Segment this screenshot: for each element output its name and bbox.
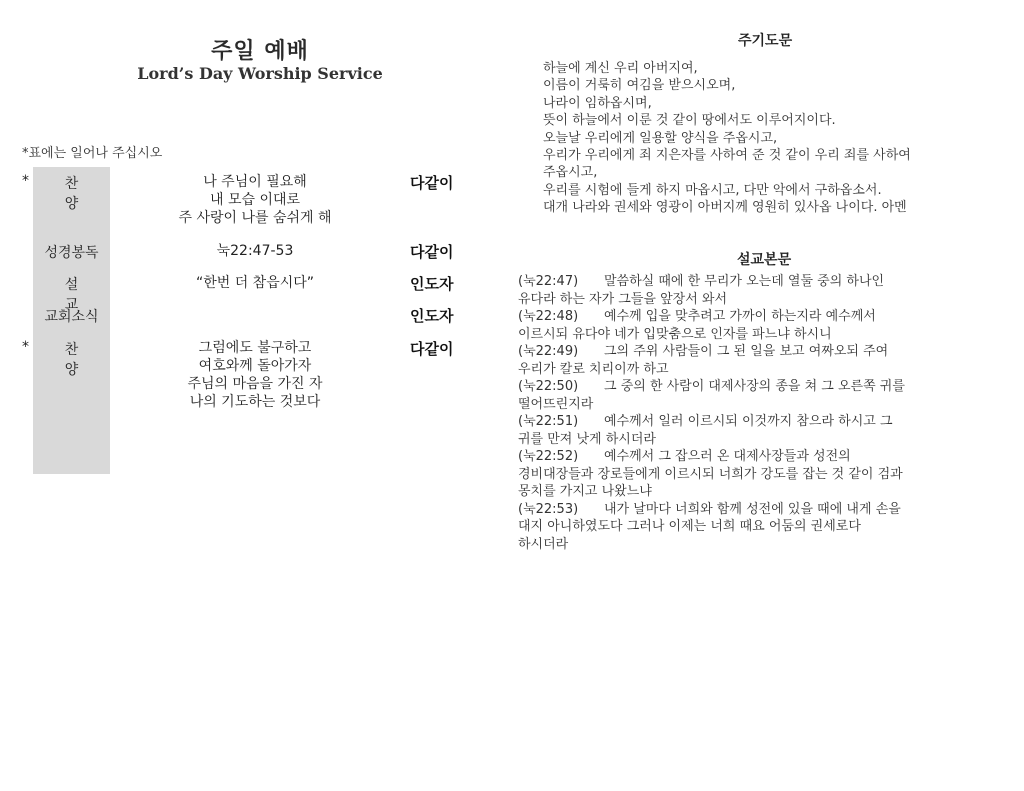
hymn-title: 주 사랑이 나를 숨쉬게 해: [178, 210, 332, 226]
standing-note: *표에는 일어나 주십시오: [22, 146, 163, 161]
verse-text: 내가 날마다 너희와 함께 성전에 있을 때에 내게 손을: [604, 501, 901, 517]
prayer-line: 뜻이 하늘에서 이룬 것 같이 땅에서도 이루어지이다.: [543, 113, 836, 129]
verse-text: 그의 주위 사람들이 그 된 일을 보고 여짜오되 주여: [604, 344, 889, 359]
order-leader: 인도자: [410, 307, 454, 325]
verse-text: 유다라 하는 자가 그들을 앞장서 와서: [518, 291, 728, 307]
verse: [518, 378, 988, 413]
prayer-line: 오늘날 우리에게 일용할 양식을 주옵시고,: [543, 130, 778, 146]
verse-reference: (눅22:48): [518, 309, 579, 324]
prayer-text: [543, 60, 1003, 217]
verse: [518, 273, 988, 308]
order-leader: 다같이: [410, 340, 454, 358]
verse-text: 경비대장들과 장로들에게 이르시되 너희가 강도를 잡는 것 같이 검과: [518, 466, 903, 482]
verse: [518, 448, 988, 501]
prayer-line: 대개 나라와 권세와 영광이 아버지께 영원히 있사옵 나이다. 아멘: [543, 200, 907, 216]
verse-reference: (눅22:52): [518, 449, 579, 464]
verse-reference: (눅22:49): [518, 344, 579, 359]
verse-text: 이르시되 유다야 네가 입맞춤으로 인자를 파느냐 하시니: [518, 326, 832, 342]
prayer-line: 주옵시고,: [543, 165, 598, 181]
hymn-title: 내 모습 이대로: [209, 192, 301, 208]
verse-text: 말씀하실 때에 한 무리가 오는데 열둘 중의 하나인: [604, 274, 885, 289]
prayer-line: 하늘에 계신 우리 아버지여,: [543, 61, 698, 76]
verse-text: 예수께서 일러 이르시되 이것까지 참으라 하시고 그: [604, 414, 893, 429]
order-label: 성경봉독: [44, 245, 99, 261]
verse-reference: (눅22:47): [518, 274, 579, 289]
verse-text: 떨어뜨린지라: [518, 396, 594, 412]
order-label: 찬 양: [64, 342, 101, 378]
verse-text: 예수께 입을 맞추려고 가까이 하는지라 예수께서: [604, 309, 876, 324]
standing-marker: *: [22, 173, 29, 189]
verse-reference: (눅22:51): [518, 414, 579, 429]
page-subtitle: Lord’s Day Worship Service: [137, 64, 383, 83]
standing-marker: *: [22, 339, 29, 355]
prayer-line: 이름이 거룩히 여김을 받으시오며,: [543, 78, 736, 94]
verse: [518, 501, 988, 554]
verse-reference: (눅22:53): [518, 501, 579, 517]
sermon-passage-title: 설교본문: [737, 252, 792, 268]
hymn-title: 나의 기도하는 것보다: [189, 394, 321, 410]
verse-text: 그 중의 한 사람이 대제사장의 종을 쳐 그 오른쪽 귀를: [604, 379, 905, 394]
order-label: 찬 양: [64, 176, 101, 212]
verse-text: 몽치를 가지고 나왔느냐: [518, 484, 652, 499]
verse-text: 귀를 만져 낫게 하시더라: [518, 431, 656, 447]
verse-text: 하시더라: [518, 536, 569, 552]
prayer-line: 우리가 우리에게 죄 지은자를 사하여 준 것 같이 우리 죄를 사하여: [543, 148, 911, 164]
prayer-line: 나라이 임하옵시며,: [543, 95, 652, 111]
page-title: 주일 예배: [211, 39, 309, 64]
hymn-title: 여호와께 돌아가자: [198, 358, 312, 374]
order-label: 설 교: [64, 277, 101, 313]
verse-text: 우리가 칼로 치리이까 하고: [518, 361, 669, 377]
hymn-title: 주님의 마음을 가진 자: [187, 376, 323, 392]
scripture-reference: 눅22:47-53: [216, 243, 294, 259]
order-leader: 다같이: [410, 243, 454, 261]
verse-text: 예수께서 그 잡으러 온 대제사장들과 성전의: [604, 449, 851, 464]
verse: [518, 413, 988, 448]
prayer-line: 우리를 시험에 들게 하지 마옵시고, 다만 악에서 구하옵소서.: [543, 182, 882, 198]
verse-reference: (눅22:50): [518, 379, 579, 394]
verse: [518, 343, 988, 378]
sermon-passage: [518, 273, 988, 553]
verse: [518, 308, 988, 343]
order-label: 교회소식: [44, 309, 99, 325]
hymn-title: 그럼에도 불구하고: [198, 340, 312, 356]
sermon-title: “한번 더 참읍시다”: [195, 275, 315, 291]
prayer-title: 주기도문: [738, 33, 793, 49]
verse-text: 대지 아니하였도다 그러나 이제는 너희 때요 어둠의 권세로다: [518, 519, 861, 534]
hymn-title: 나 주님이 필요해: [203, 174, 307, 190]
order-leader: 다같이: [410, 174, 454, 192]
order-leader: 인도자: [410, 275, 454, 293]
